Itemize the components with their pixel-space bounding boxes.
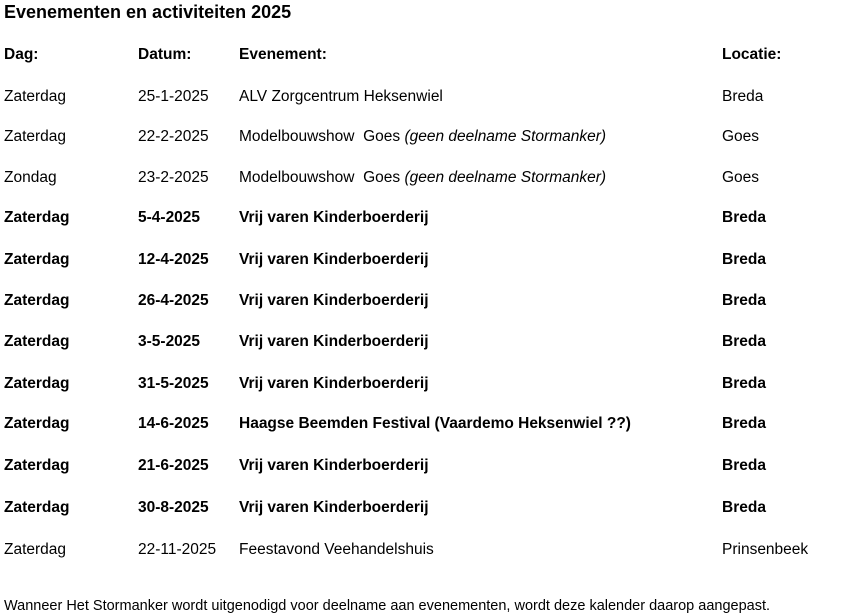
cell-locatie: Breda	[722, 415, 766, 432]
cell-evenement	[239, 126, 606, 148]
event-name: Vrij varen Kinderboerderij	[239, 333, 429, 350]
cell-dag: Zaterdag	[4, 292, 70, 309]
cell-dag: Zaterdag	[4, 541, 67, 558]
header-locatie: Locatie:	[722, 46, 782, 63]
cell-dag: Zondag	[4, 169, 57, 186]
header-datum: Datum:	[138, 46, 192, 63]
cell-locatie: Breda	[722, 333, 766, 350]
cell-locatie: Breda	[722, 457, 766, 474]
cell-locatie: Breda	[722, 375, 766, 392]
event-name: Feestavond Veehandelshuis	[239, 541, 434, 558]
cell-evenement	[239, 455, 429, 477]
table-row	[0, 455, 842, 477]
cell-evenement	[239, 413, 631, 435]
cell-locatie: Goes	[722, 128, 760, 145]
event-name: Modelbouwshow Goes	[239, 128, 401, 145]
event-name: Haagse Beemden Festival (Vaardemo Heksenwiel ??)	[239, 415, 631, 432]
cell-datum: 30-8-2025	[138, 499, 209, 516]
cell-locatie: Breda	[722, 88, 764, 105]
cell-dag: Zaterdag	[4, 375, 70, 392]
cell-evenement	[239, 207, 429, 229]
cell-datum: 26-4-2025	[138, 292, 209, 309]
cell-datum: 3-5-2025	[138, 333, 201, 350]
cell-datum: 14-6-2025	[138, 415, 209, 432]
cell-datum: 12-4-2025	[138, 251, 209, 268]
cell-dag: Zaterdag	[4, 457, 70, 474]
cell-locatie: Breda	[722, 499, 766, 516]
cell-dag: Zaterdag	[4, 209, 70, 226]
table-row	[0, 207, 842, 229]
cell-locatie: Breda	[722, 251, 766, 268]
event-name: Vrij varen Kinderboerderij	[239, 292, 429, 309]
page-title: Evenementen en activiteiten 2025	[4, 2, 292, 22]
cell-dag: Zaterdag	[4, 128, 67, 145]
cell-evenement	[239, 373, 429, 395]
cell-datum: 21-6-2025	[138, 457, 209, 474]
header-dag: Dag:	[4, 46, 39, 63]
cell-dag: Zaterdag	[4, 415, 70, 432]
cell-evenement	[239, 86, 443, 108]
table-row	[0, 290, 842, 312]
cell-evenement	[239, 167, 606, 189]
cell-datum: 22-11-2025	[138, 541, 217, 558]
cell-locatie: Prinsenbeek	[722, 541, 809, 558]
cell-evenement	[239, 539, 434, 561]
cell-evenement	[239, 290, 429, 312]
cell-datum: 5-4-2025	[138, 209, 201, 226]
cell-dag: Zaterdag	[4, 499, 70, 516]
cell-dag: Zaterdag	[4, 88, 67, 105]
event-name: Vrij varen Kinderboerderij	[239, 251, 429, 268]
table-row	[0, 539, 842, 561]
table-row	[0, 86, 842, 108]
cell-locatie: Goes	[722, 169, 760, 186]
cell-locatie: Breda	[722, 209, 766, 226]
event-name: ALV Zorgcentrum Heksenwiel	[239, 88, 443, 105]
event-note: (geen deelname Stormanker)	[404, 169, 607, 186]
cell-dag: Zaterdag	[4, 251, 70, 268]
cell-datum: 25-1-2025	[138, 88, 209, 105]
table-row	[0, 249, 842, 271]
table-row	[0, 331, 842, 353]
cell-datum: 22-2-2025	[138, 128, 209, 145]
event-name: Vrij varen Kinderboerderij	[239, 209, 429, 226]
cell-evenement	[239, 331, 429, 353]
event-name: Vrij varen Kinderboerderij	[239, 499, 429, 516]
cell-datum: 23-2-2025	[138, 169, 209, 186]
table-row	[0, 373, 842, 395]
footer-note: Wanneer Het Stormanker wordt uitgenodigd voor deelname aan evenementen, wordt deze kalender daarop aangepast.	[4, 598, 771, 614]
table-header-row	[0, 44, 842, 66]
event-name: Vrij varen Kinderboerderij	[239, 375, 429, 392]
header-evenement: Evenement:	[239, 46, 327, 63]
cell-locatie: Breda	[722, 292, 766, 309]
event-note: (geen deelname Stormanker)	[404, 128, 607, 145]
event-name: Modelbouwshow Goes	[239, 169, 401, 186]
cell-dag: Zaterdag	[4, 333, 70, 350]
cell-datum: 31-5-2025	[138, 375, 209, 392]
cell-evenement	[239, 249, 429, 271]
table-row	[0, 126, 842, 148]
event-name: Vrij varen Kinderboerderij	[239, 457, 429, 474]
table-row	[0, 497, 842, 519]
cell-evenement	[239, 497, 429, 519]
table-row	[0, 167, 842, 189]
table-row	[0, 413, 842, 435]
